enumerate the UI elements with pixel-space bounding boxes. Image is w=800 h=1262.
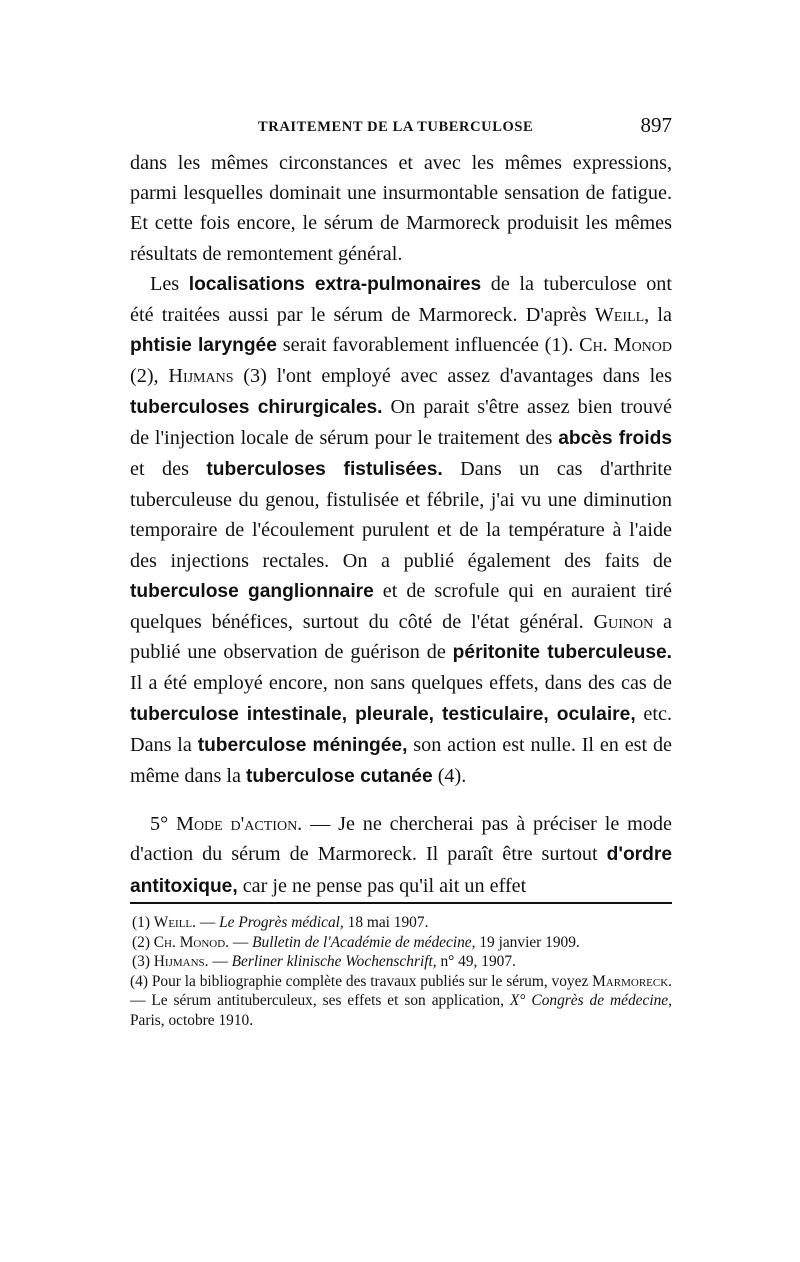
text-run: On parait s'être assez bien trouvé de l'injection locale de sérum pour le traitement des xyxy=(130,395,672,449)
footnote-1 xyxy=(130,913,672,933)
bold-term: tuberculose méningée, xyxy=(197,734,408,756)
text-run: serait favorablement influencée (1). xyxy=(276,334,580,357)
page-header xyxy=(130,113,672,143)
text-run: et de scrofule qui en auraient tiré quelques bénéfices, surtout du côté de l'état général. xyxy=(130,579,672,634)
running-title: TRAITEMENT DE LA TUBERCULOSE xyxy=(258,119,534,135)
bold-term: phtisie laryngée xyxy=(130,335,277,357)
bold-term: localisations extra-pulmonaires xyxy=(188,273,482,295)
paragraph-3 xyxy=(130,809,672,902)
text-run: et des xyxy=(130,458,207,481)
author-name: Marmoreck. xyxy=(592,972,672,990)
text-run: son action est nulle. Il en est de même dans la xyxy=(130,733,672,788)
text-run: a publié une observation de guérison de xyxy=(130,611,673,664)
section-heading: Mode d'action. xyxy=(176,813,303,836)
text-run: Pour la bibliographie complète des travaux publiés sur le sérum, voyez xyxy=(151,972,593,990)
footnote-4 xyxy=(130,972,672,1031)
footnote-number: (1) xyxy=(132,914,154,931)
author-name: Weill. xyxy=(153,914,196,931)
section-number: 5° xyxy=(150,813,176,836)
text-run: etc. Dans la xyxy=(130,702,672,756)
text-run: de la tuberculose ont été traitées aussi par le sérum de Marmoreck. D'après xyxy=(130,272,672,327)
footnotes xyxy=(130,913,672,1031)
author-name: Hijmans. xyxy=(153,953,209,971)
text-run: 18 mai 1907. xyxy=(343,914,429,931)
author-name: Ch. Monod. xyxy=(153,933,230,951)
text-run: , la xyxy=(644,304,672,327)
text-run: — xyxy=(196,914,220,931)
bold-term: tuberculose cutanée xyxy=(246,766,433,788)
bold-term: abcès froids xyxy=(558,427,672,449)
text-run: — Le sérum antituberculeux, ses effets et son application, xyxy=(130,992,510,1010)
text-run: — xyxy=(208,953,232,971)
footnote-number: (3) xyxy=(132,953,154,971)
paragraph-1: dans les mêmes circonstances et avec les mêmes expressions, parmi lesquelles dominait une insurmontable sensation de fatigue. Et cette fois encore, le sérum de Marmoreck produisit les mêmes résultats de remontement général. xyxy=(130,152,672,265)
bold-term: tuberculoses fistulisées. xyxy=(206,459,443,481)
author-name: Ch. Monod xyxy=(579,334,673,357)
publication-title: Le Progrès médical, xyxy=(219,914,344,931)
footnote-number: (2) xyxy=(132,933,154,951)
bold-term: tuberculose ganglionnaire xyxy=(130,580,374,602)
author-name: Weill xyxy=(594,304,645,327)
bold-term: d'ordre antitoxique, xyxy=(130,844,672,897)
publication-title: X° Congrès de médecine, xyxy=(509,992,672,1010)
author-name: Guinon xyxy=(593,611,654,634)
text-run: Il a été employé encore, non sans quelques effets, dans des cas de xyxy=(130,672,672,695)
bold-term: tuberculoses chirurgicales. xyxy=(130,396,383,418)
text-run: Les xyxy=(150,272,189,295)
bold-term: tuberculose intestinale, pleurale, testiculaire, oculaire, xyxy=(130,703,636,725)
bold-term: péritonite tuberculeuse. xyxy=(452,642,672,664)
page-number: 897 xyxy=(640,113,672,137)
text-run: 19 janvier 1909. xyxy=(475,933,580,951)
footnote-divider xyxy=(130,902,672,904)
text-run: — Je ne chercherai pas à préciser le mode d'action du sérum de Marmoreck. Il paraît être surtout xyxy=(130,813,672,866)
text-run: Paris, octobre 1910. xyxy=(130,1011,254,1029)
footnote-2 xyxy=(130,933,672,953)
author-name: Hijmans xyxy=(168,365,234,388)
text-run: (3) l'ont employé avec assez d'avantages dans les xyxy=(233,365,672,388)
text-run: (4). xyxy=(432,765,467,788)
footnote-number: (4) xyxy=(130,972,152,990)
footnote-3 xyxy=(130,952,672,972)
publication-title: Berliner klinische Wochenschrift, xyxy=(231,953,437,971)
text-run: n° 49, 1907. xyxy=(436,953,516,971)
text-run: — xyxy=(229,933,253,951)
text-run: Dans un cas d'arthrite tuberculeuse du genou, fistulisée et fébrile, j'ai vu une diminution temporaire de l'écoulement purulent et de la température à l'aide des injections rectales. On a publié également des faits de xyxy=(130,458,672,572)
body-text xyxy=(130,148,672,902)
text-run: (2), xyxy=(130,365,169,388)
paragraph-2 xyxy=(130,269,672,792)
publication-title: Bulletin de l'Académie de médecine, xyxy=(252,933,476,951)
text-run: car je ne pense pas qu'il ait un effet xyxy=(237,874,527,897)
